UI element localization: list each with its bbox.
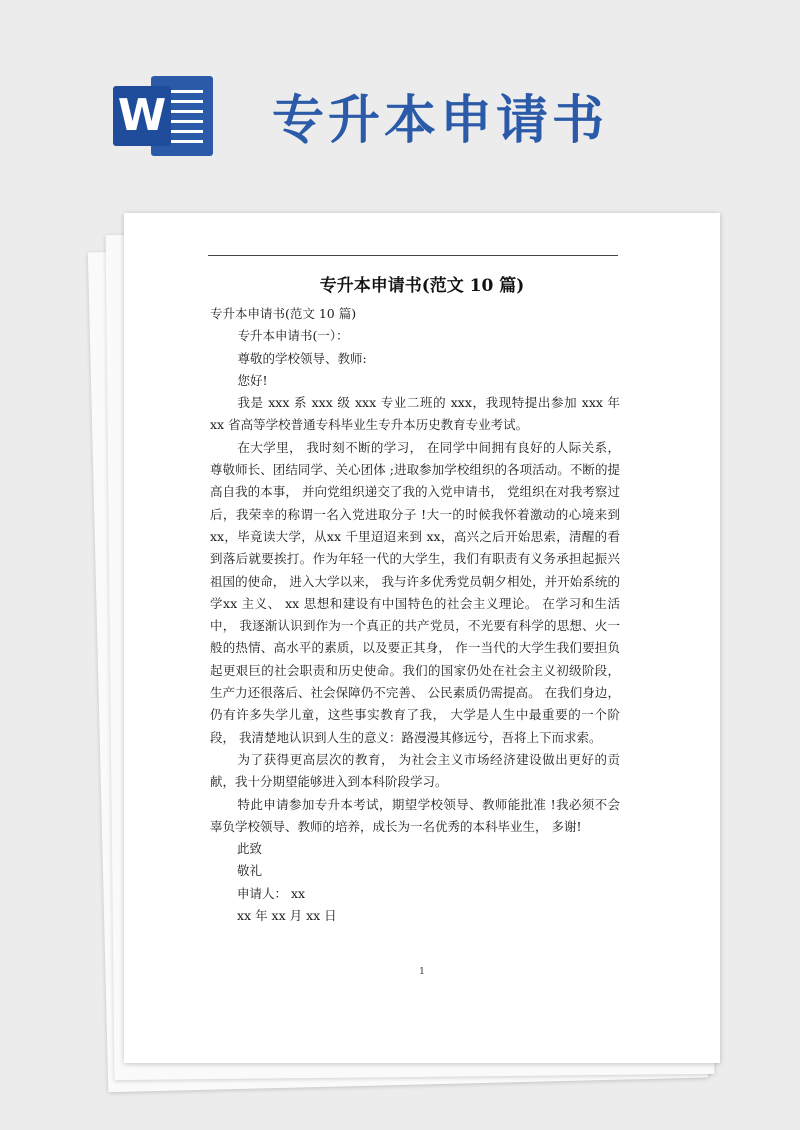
banner-title: 专升本申请书 (272, 91, 609, 151)
paragraph: 在大学里， 我时刻不断的学习， 在同学中间拥有良好的人际关系，尊敬师长、团结同学、关心团体 ;进取参加学校组织的各项活动。不断的提高自我的本事， 并向党组织递交了我的入党申请书， 党组织在对我考察过后，我荣幸的称谓一名入党进取分子 !大一的时候我怀着激动的心境来到 xx，毕竟读大学，从xx 千里迢迢来到 xx，高兴之后开始思索，清醒的看到落后就要挨打。作为年轻一代的大学生，我们有职责有义务承担起振兴祖国的使命， 进入大学以来， 我与许多优秀党员朝夕相处，并开始系统的学xx 主义、 xx 思想和建设有中国特色的社会主义理论。 在学习和生活中， 我逐渐认识到作为一个真正的共产党员，不光要有科学的思想、火一般的热情、高水平的素质，以及要正其身， 作一当代的大学生我们要担负起更艰巨的社会职责和历史使命。我们的国家仍处在社会主义初级阶段，生产力还很落后、社会保障仍不完善、 公民素质仍需提高。 在我们身边， 仍有许多失学儿童，这些事实教育了我， 大学是人生中最重要的一个阶段， 我清楚地认识到人生的意义：路漫漫其修远兮，吾将上下而求索。 (210, 439, 620, 745)
paragraph: 特此申请参加专升本考试，期望学校领导、教师能批准 !我必须不会辜负学校领导、教师的培养，成长为一名优秀的本科毕业生， 多谢! (210, 796, 620, 834)
page-number: 1 (419, 967, 425, 977)
word-document-icon (113, 76, 213, 156)
body-subtitle: 专升本申请书(范文 10 篇) (210, 306, 357, 321)
section-heading: 专升本申请书(一）： (237, 328, 349, 344)
closing-line-1: 此致 (237, 841, 263, 857)
paragraph: 为了获得更高层次的教育， 为社会主义市场经济建设做出更好的贡献，我十分期望能够进入到本科阶段学习。 (210, 751, 620, 790)
document-body (210, 303, 620, 927)
header-rule (208, 255, 618, 256)
word-logo-badge: W (113, 86, 171, 146)
page-title: 专升本申请书(范文 10 篇) (319, 276, 525, 296)
applicant-line: 申请人： xx (237, 885, 306, 901)
document-page (124, 213, 720, 1063)
paragraph: 我是 xxx 系 xxx 级 xxx 专业二班的 xxx，我现特提出参加 xxx 年 xx 省高等学校普通专科毕业生专升本历史教育专业考试。 (210, 395, 620, 433)
header-banner (0, 0, 800, 210)
closing-line-2: 敬礼 (237, 863, 263, 879)
greeting: 您好! (237, 372, 268, 388)
salutation: 尊敬的学校领导、教师: (237, 350, 367, 366)
date-line: xx 年 xx 月 xx 日 (237, 908, 337, 924)
